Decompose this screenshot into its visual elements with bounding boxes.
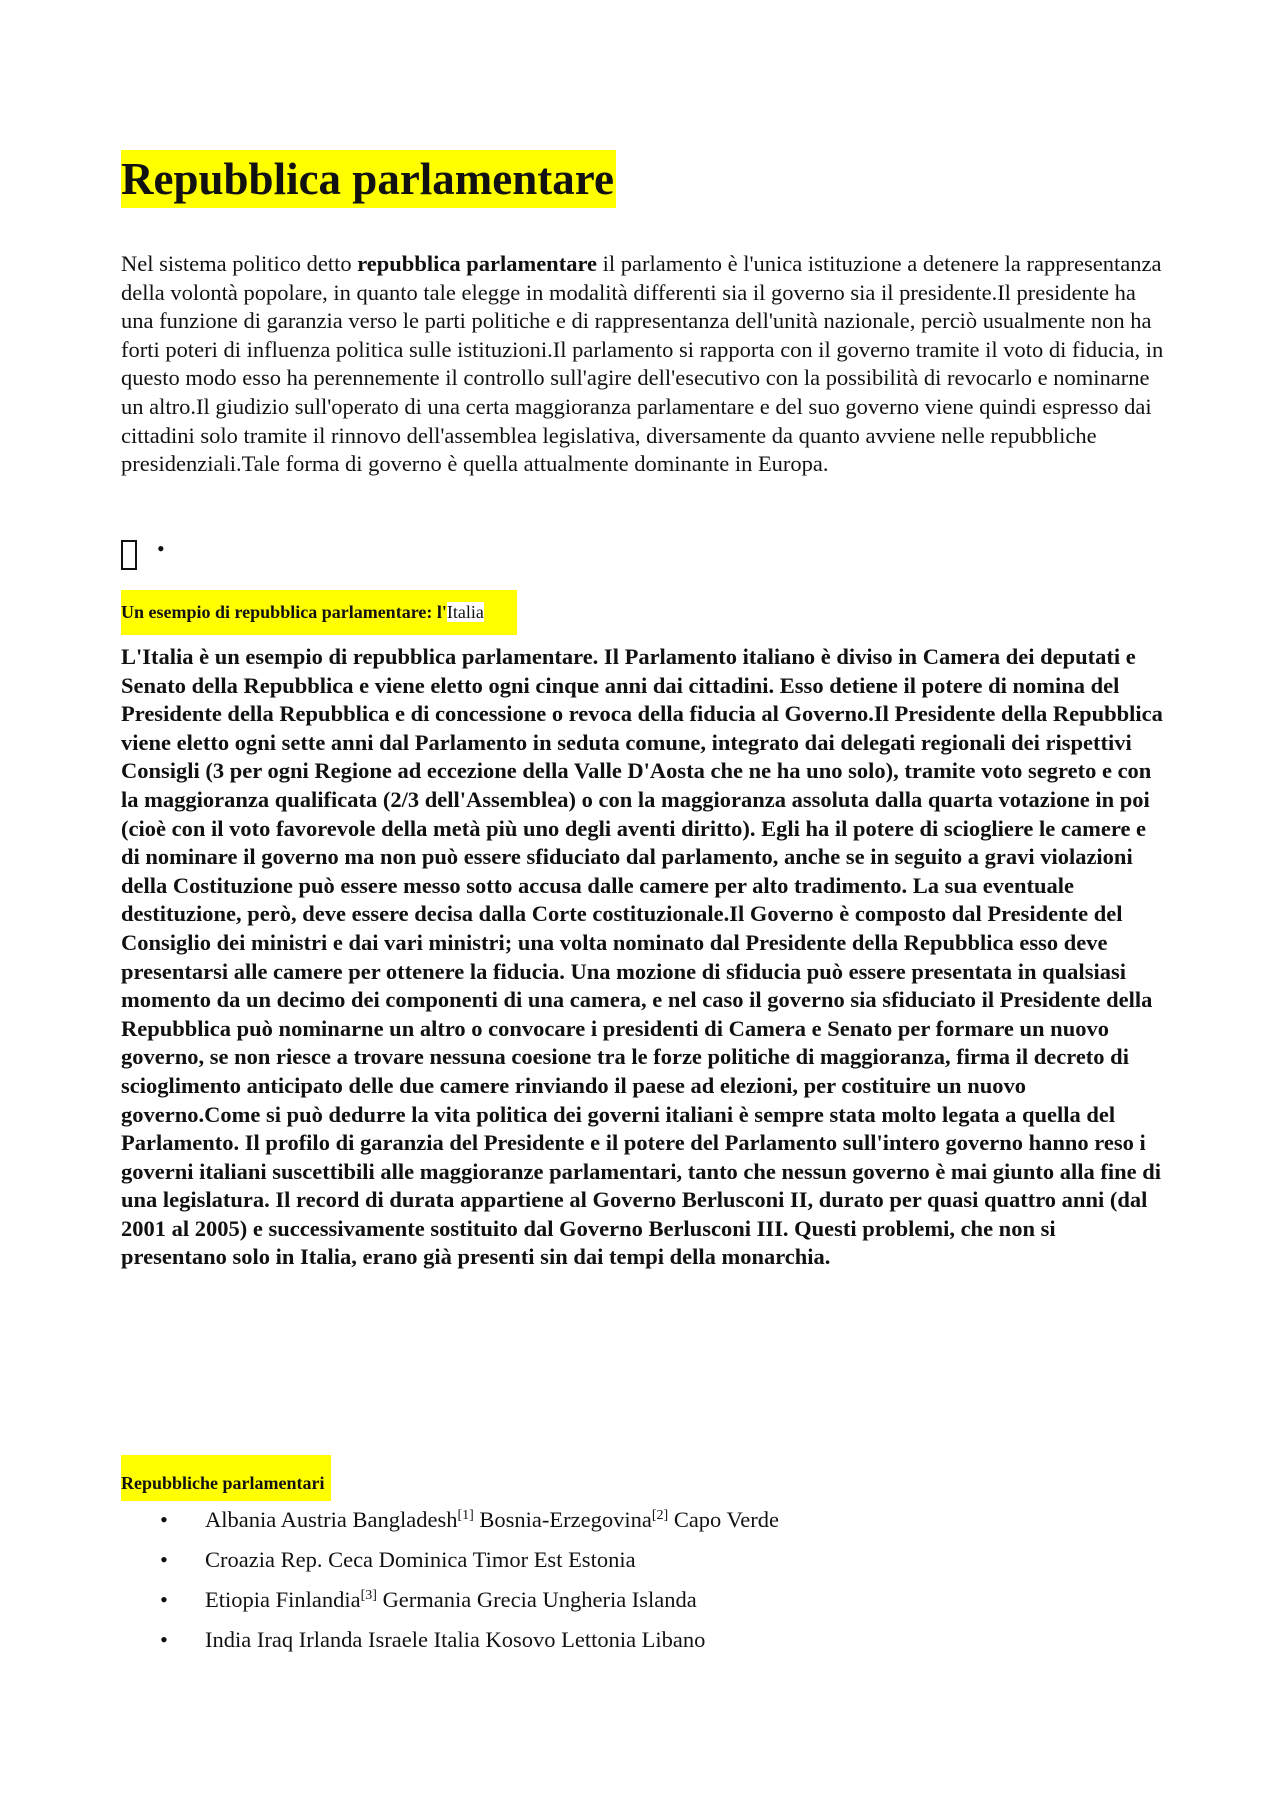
- list-item-text: Germania Grecia Ungheria Islanda: [376, 1587, 697, 1612]
- list-item-text: Capo Verde: [668, 1507, 779, 1532]
- bullet-dot: •: [157, 536, 165, 561]
- footnote-ref-link[interactable]: [1]: [457, 1508, 474, 1523]
- list-item: [121, 1626, 1166, 1666]
- list-bullet: •: [160, 1547, 168, 1572]
- list-bullet: •: [160, 1507, 168, 1532]
- list-item-text: India Iraq Irlanda Israele Italia Kosovo Lettonia Libano: [205, 1627, 706, 1652]
- list-item-text: Croazia Rep. Ceca Dominica Timor Est Estonia: [205, 1547, 636, 1572]
- missing-glyph-box-icon: [121, 540, 137, 570]
- intro-body: il parlamento è l'unica istituzione a detenere la rappresentanza della volontà popolare, in quanto tale elegge in modalità differenti sia il governo sia il presidente.Il presidente ha una funzione di garanzia verso le parti politiche e di rappresentanza dell'unità nazionale, perciò usualmente non ha forti poteri di influenza politica sulle istituzioni.Il parlamento si rapporta con il governo tramite il voto di fiducia, in questo modo esso ha perennemente il controllo sull'agire dell'esecutivo con la possibilità di revocarlo e nominarne un altro.Il giudizio sull'operato di una certa maggioranza parlamentare e del suo governo viene quindi espresso dai cittadini solo tramite il rinnovo dell'assemblea legislativa, diversamente da quanto avviene nelle repubbliche presidenziali.Tale forma di governo è quella attualmente dominante in Europa.: [121, 251, 1164, 477]
- page-title: Repubblica parlamentare: [121, 150, 616, 208]
- list-item-text: Albania Austria Bangladesh: [205, 1507, 458, 1532]
- list-item-text: Bosnia-Erzegovina: [473, 1507, 652, 1532]
- italy-paragraph: L'Italia è un esempio di repubblica parlamentare. Il Parlamento italiano è diviso in Camera dei deputati e Senato della Repubblica e viene eletto ogni cinque anni dai cittadini. Esso detiene il potere di nomina del Presidente della Repubblica e di concessione o revoca della fiducia al Governo.Il Presidente della Repubblica viene eletto ogni sette anni dal Parlamento in seduta comune, integrato dai delegati regionali dei rispettivi Consigli (3 per ogni Regione ad eccezione della Valle D'Aosta che ne ha uno solo), tramite voto segreto e con la maggioranza qualificata (2/3 dell'Assemblea) o con la maggioranza assoluta dalla quarta votazione in poi (cioè con il voto favorevole della metà più uno degli aventi diritto). Egli ha il potere di sciogliere le camere e di nominare il governo ma non può essere sfiduciato dal parlamento, anche se in seguito a gravi violazioni della Costituzione può essere messo sotto accusa dalle camere per alto tradimento. La sua eventuale destituzione, però, deve essere decisa dalla Corte costituzionale.Il Governo è composto dal Presidente del Consiglio dei ministri e dai vari ministri; una volta nominato dal Presidente della Repubblica esso deve presentarsi alle camere per ottenere la fiducia. Una mozione di sfiducia può essere presentata in qualsiasi momento da un decimo dei componenti di una camera, e nel caso il governo sia sfiduciato il Presidente della Repubblica può nominarne un altro o convocare i presidenti di Camera e Senato per formare un nuovo governo, se non riesce a trovare nessuna coesione tra le forze politiche di maggioranza, firma il decreto di scioglimento anticipato delle due camere rinviando il paese ad elezioni, per costituire un nuovo governo.Come si può dedurre la vita politica dei governi italiani è sempre stata molto legata a quella del Parlamento. Il profilo di garanzia del Presidente e il potere del Parlamento sull'intero governo hanno reso i governi italiani suscettibili alle maggioranze parlamentari, tanto che nessun governo è mai giunto alla fine di una legislatura. Il record di durata appartiene al Governo Berlusconi II, durato per quasi quattro anni (dal 2001 al 2005) e successivamente sostituito dal Governo Berlusconi III. Questi problemi, che non si presentano solo in Italia, erano già presenti sin dai tempi della monarchia.: [121, 644, 1163, 1270]
- placeholder-marker-row: [121, 536, 321, 580]
- list-item: [121, 1546, 1166, 1586]
- country-list: [121, 1506, 1166, 1666]
- list-item-text: Etiopia Finlandia: [205, 1587, 361, 1612]
- list-item: [121, 1586, 1166, 1626]
- section-heading-italy-text: Un esempio di repubblica parlamentare: l': [121, 602, 447, 622]
- intro-bold-term: repubblica parlamentare: [357, 251, 598, 276]
- list-bullet: •: [160, 1627, 168, 1652]
- section-heading-list: Repubbliche parlamentari: [121, 1455, 331, 1501]
- list-bullet: •: [160, 1587, 168, 1612]
- intro-paragraph: [121, 250, 1166, 479]
- list-item: [121, 1506, 1166, 1546]
- section-heading-italy: [121, 590, 517, 635]
- footnote-ref-link[interactable]: [3]: [360, 1588, 377, 1603]
- section-heading-italy-tail: Italia: [446, 602, 484, 622]
- footnote-ref-link[interactable]: [2]: [651, 1508, 669, 1523]
- intro-prefix: Nel sistema politico detto: [121, 251, 358, 276]
